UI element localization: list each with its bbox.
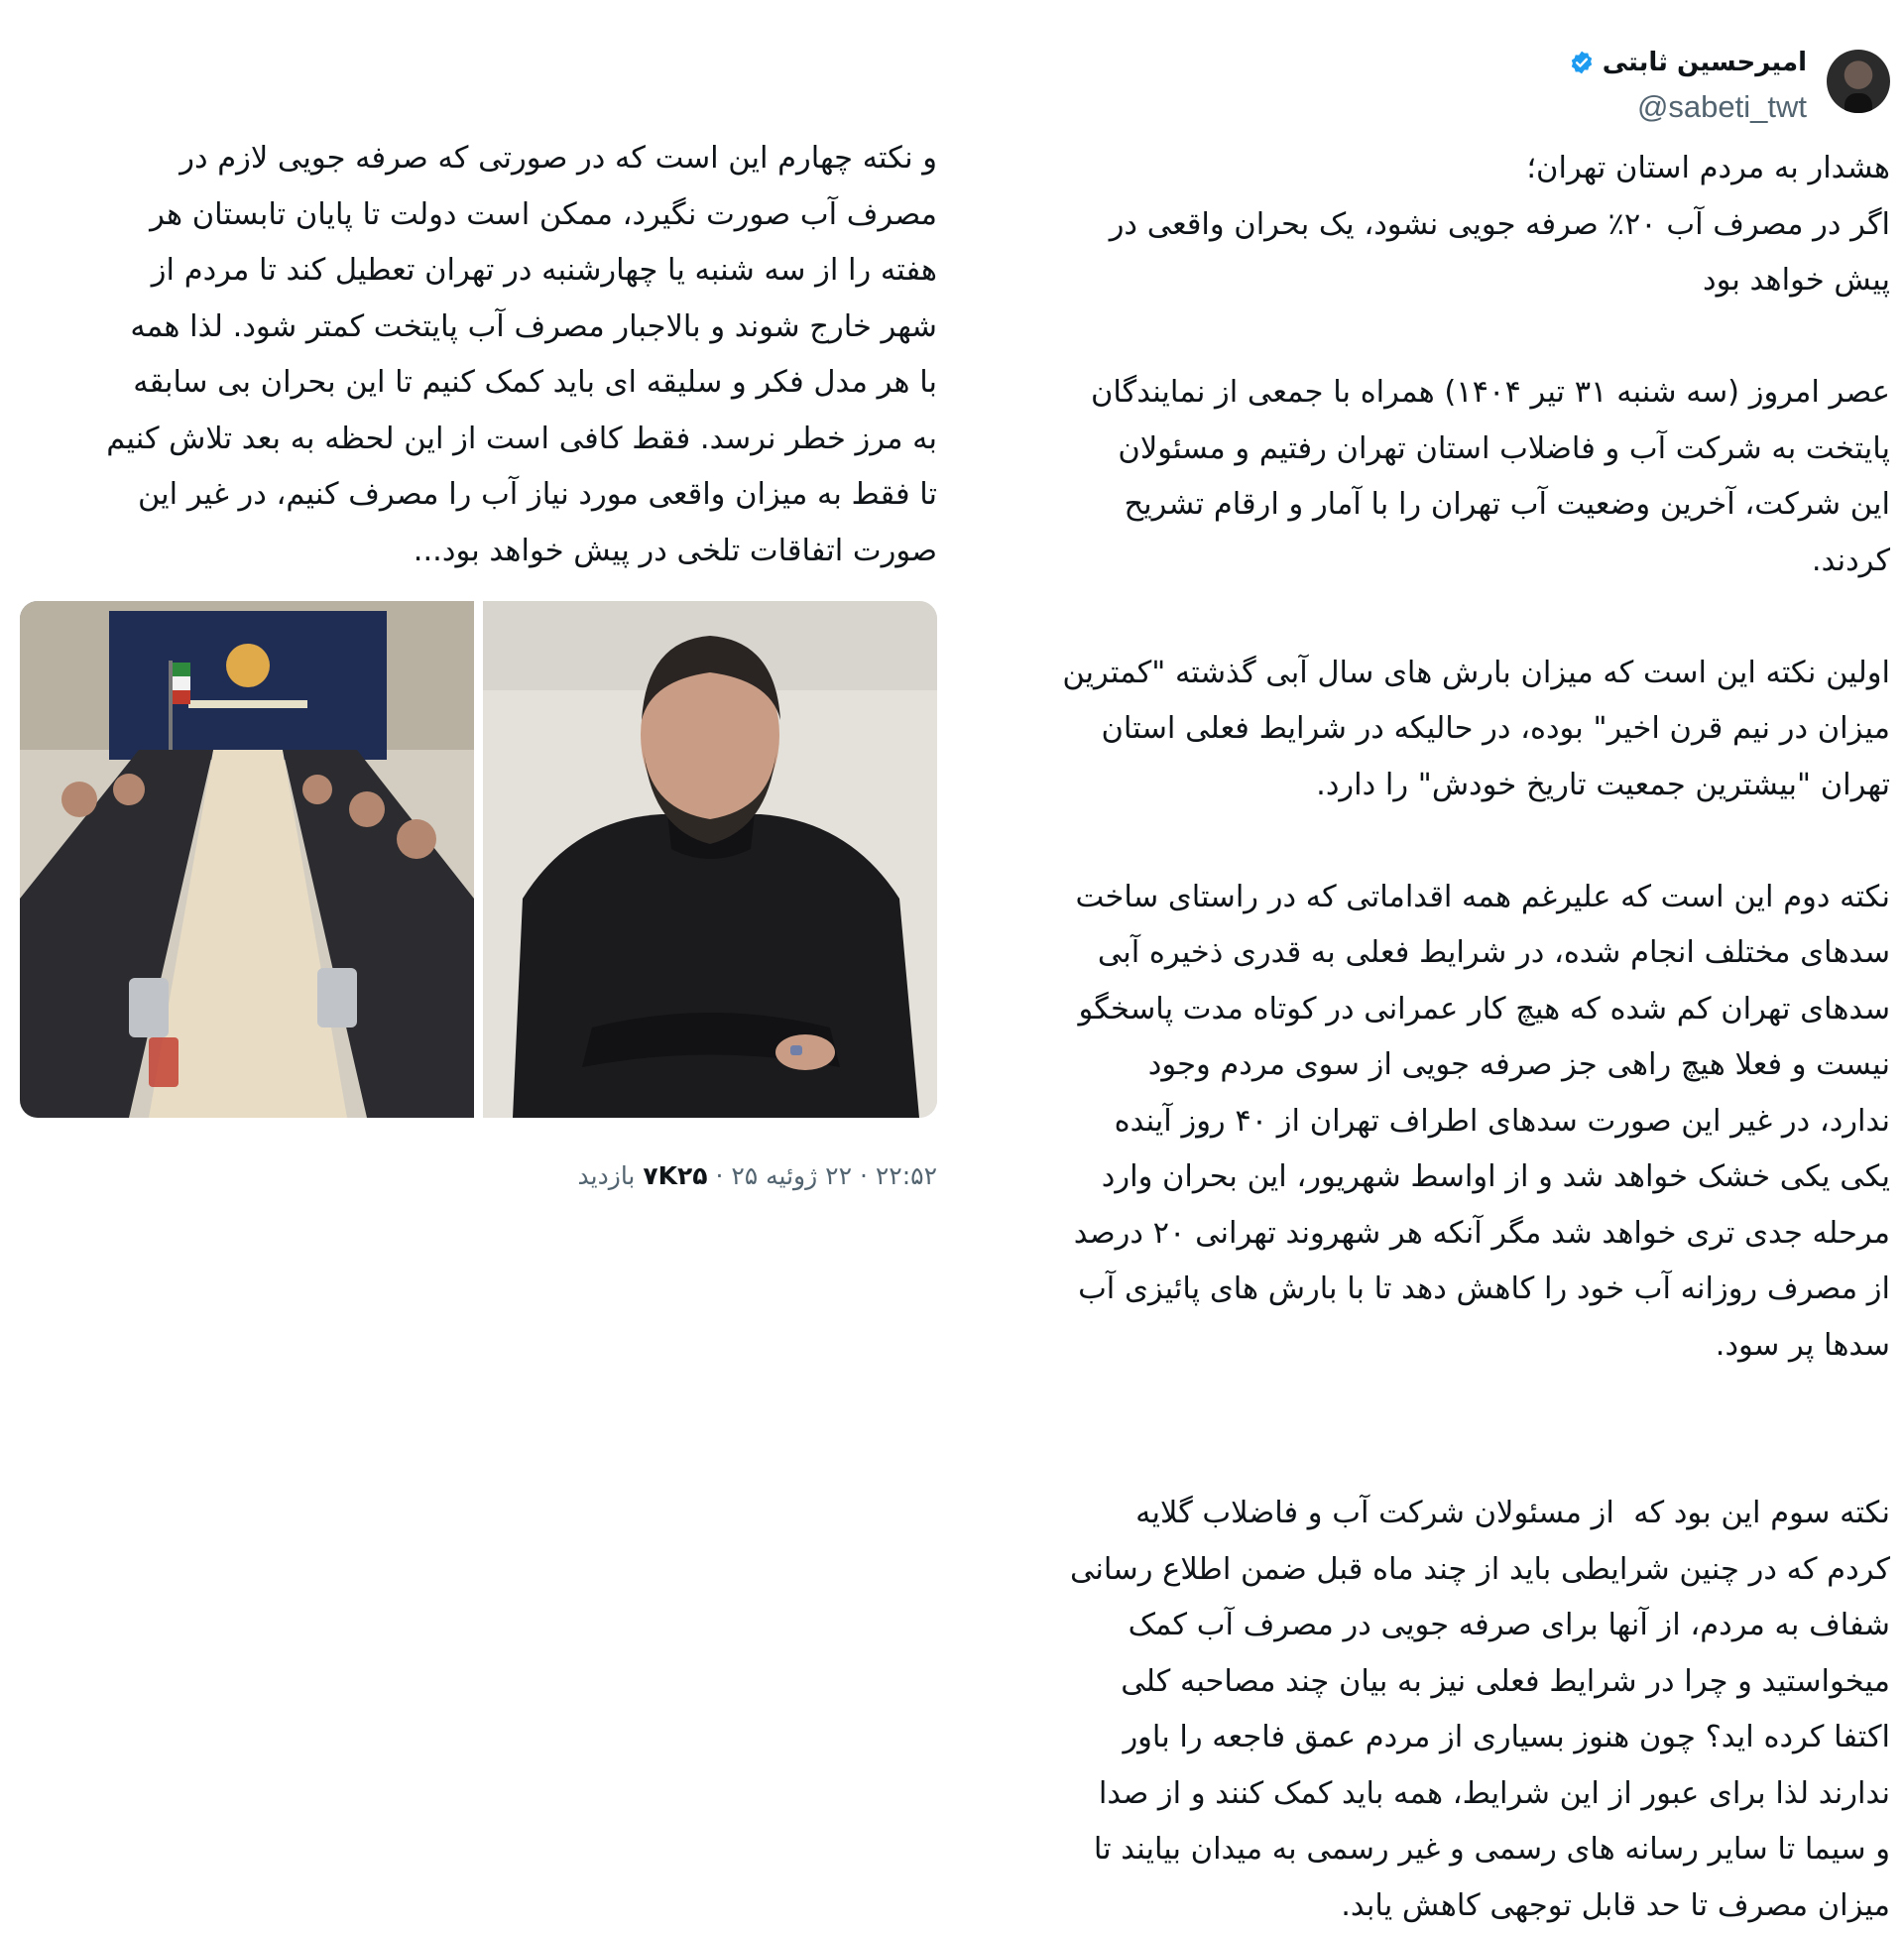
author-handle[interactable]: @sabeti_twt <box>1636 89 1807 124</box>
author-name-row <box>1569 48 1807 77</box>
tweet-header <box>977 40 1890 141</box>
meta-separator: · <box>852 1161 876 1190</box>
tweet-main-column <box>977 40 1890 1934</box>
avatar[interactable] <box>1827 50 1890 113</box>
tweet-continuation-column <box>20 131 937 1190</box>
tweet-text-main: هشدار به مردم استان تهران؛ اگر در مصرف آب ۲۰٪ صرفه جویی نشود، یک بحران واقعی در پیش خواهد بود عصر امروز (سه شنبه ۳۱ تیر ۱۴۰۴) همراه با جمعی از نمایندگان پایتخت به شرکت آب و فاضلاب استان تهران رفتیم و مسئولان این شرکت، آخرین وضعیت آب تهران را با آمار و ارقام تشریح کردند. اولین نکته این است که میزان بارش های سال آبی گذشته "کمترین میزان در نیم قرن اخیر" بوده، در حالیکه در شرایط فعلی استان تهران "بیشترین جمعیت تاریخ خودش" را دارد. نکته دوم این است که علیرغم همه اقداماتی که در راستای ساخت سدهای مختلف انجام شده، در شرایط فعلی به قدری ذخیره آبی سدهای تهران کم شده که هیچ کار عمرانی در کوتاه مدت پاسخگو نیست و فعلا هیچ راهی جز صرفه جویی از سوی مردم وجود ندارد، در غیر این صورت سدهای اطراف تهران از ۴۰ روز آینده یکی یکی خشک خواهد شد و از اواسط شهریور، این بحران وارد مرحله جدی تری خواهد شد مگر آنکه هر شهروند تهرانی ۲۰ درصد از مصرف روزانه آب خود را کاهش دهد تا با بارش های پائیزی آب سدها پر سود. نکته سوم این بود که از مسئولان شرکت آب و فاضلاب گلایه کردم که در چنین شرایطی باید از چند ماه قبل ضمن اطلاع رسانی شفاف به مردم، از آنها برای صرفه جویی در مصرف آب کمک میخواستید و چرا در شرایط فعلی نیز به بیان چند مصاحبه کلی اکتفا کرده اید؟ چون هنوز بسیاری از مردم عمق فاجعه را باور ندارند لذا برای عبور از این شرایط، همه باید کمک کنند و از صدا و سیما تا سایر رسانه های رسمی و غیر رسمی به میدان بیایند تا میزان مصرف تا حد قابل توجهی کاهش یابد. <box>1062 151 1890 1923</box>
tweet-text-continuation: و نکته چهارم این است که در صورتی که صرفه جویی لازم در مصرف آب صورت نگیرد، ممکن است دولت تا پایان تابستان هر هفته را از سه شنبه یا چهارشنبه در تهران تعطیل کند تا مردم از شهر خارج شوند و بالاجبار مصرف آب پایتخت کمتر شود. لذا همه با هر مدل فکر و سلیقه ای باید کمک کنیم تا این بحران بی سابقه به مرز خطر نرسد. فقط کافی است از این لحظه به بعد تلاش کنیم تا فقط به میزان واقعی مورد نیاز آب را مصرف کنیم، در غیر این صورت اتفاقات تلخی در پیش خواهد بود... <box>106 141 937 568</box>
photo-meeting[interactable] <box>20 601 474 1118</box>
portrait-illustration <box>483 601 937 1118</box>
tweet-date[interactable]: ۲۲ ژوئیه ۲۵ <box>731 1161 853 1190</box>
verified-badge-icon <box>1569 50 1595 75</box>
meta-separator: · <box>707 1161 732 1190</box>
meeting-illustration <box>20 601 474 1118</box>
tweet-media <box>20 601 937 1118</box>
tweet-meta <box>20 1161 937 1190</box>
tweet-views-label: بازدید <box>577 1161 644 1190</box>
photo-portrait[interactable] <box>483 601 937 1118</box>
tweet-views-count: ۷K۲۵ <box>643 1161 708 1190</box>
author-name[interactable]: امیرحسین ثابتی <box>1602 48 1807 77</box>
tweet-time[interactable]: ۲۲:۵۲ <box>875 1161 937 1190</box>
